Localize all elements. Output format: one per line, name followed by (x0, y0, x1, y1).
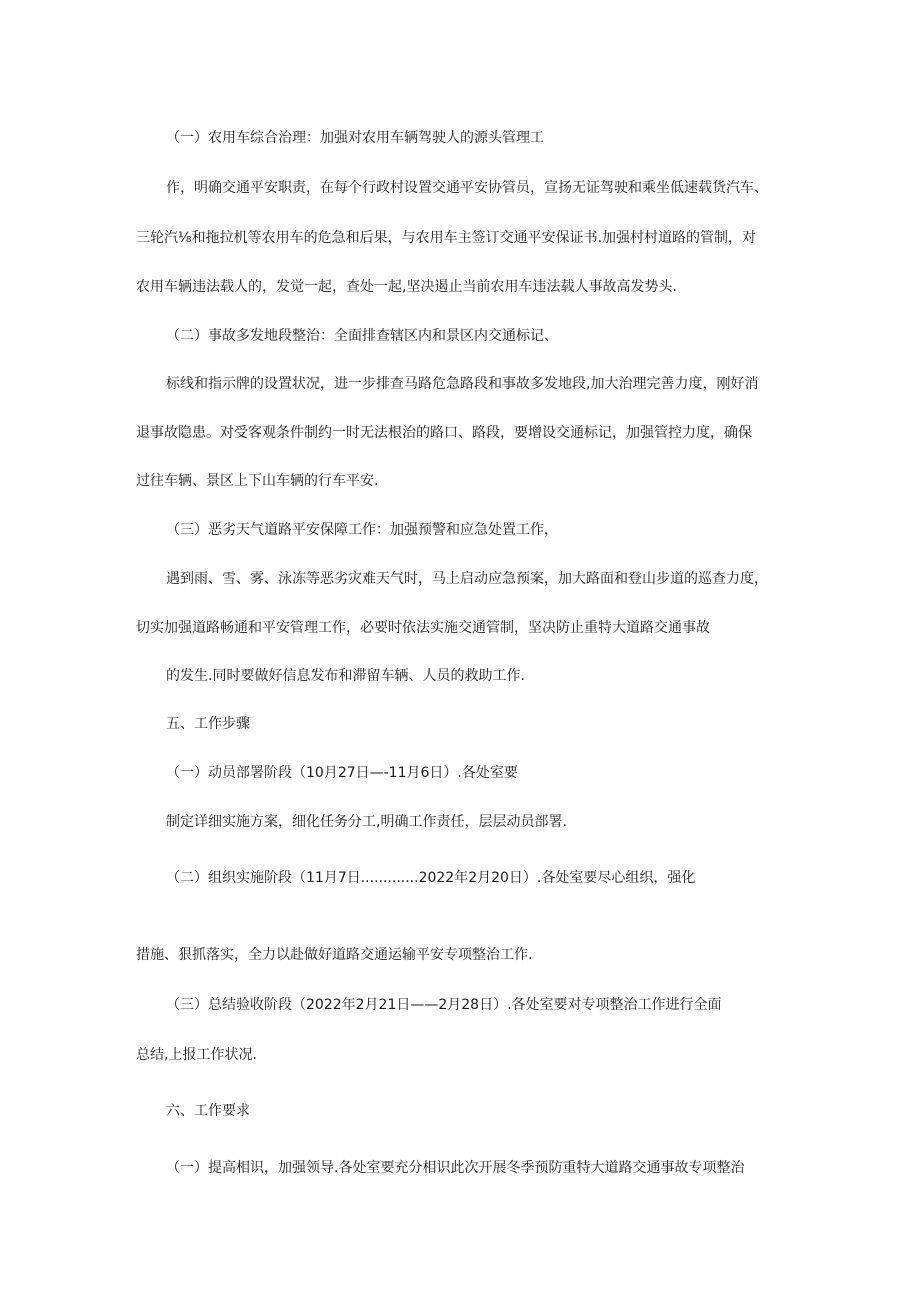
paragraph-line: 总结,上报工作状况. (136, 1047, 257, 1063)
paragraph-line: 的发生.同时要做好信息发布和滞留车辆、人员的救助工作. (166, 668, 525, 684)
paragraph-line: 作，明确交通平安职责，在每个行政村设置交通平安协管员，宣扬无证驾驶和乘坐低速载货汽车、 (166, 180, 768, 196)
paragraph-line: 切实加强道路畅通和平安管理工作，必要时依法实施交通管制，坚决防止重特大道路交通事故 (136, 620, 710, 636)
paragraph-heading-agricultural-vehicles: （一）农用车综合治理：加强对农用车辆驾驶人的源头管理工 (166, 130, 544, 146)
paragraph-heading-implementation: （二）组织实施阶段（11月7日.............2022年2月20日）.各处室要尽心组织，强化 (166, 870, 696, 886)
paragraph-line: 过往车辆、景区上下山车辆的行车平安. (136, 473, 379, 489)
paragraph-line: 标线和指示牌的设置状况，进一步排查马路危急路段和事故多发地段,加大治理完善力度，刚好消 (166, 376, 759, 392)
paragraph-line: 措施、狠抓落实，全力以赴做好道路交通运输平安专项整治工作. (136, 947, 533, 963)
paragraph-heading-accident-sections: （二）事故多发地段整治：全面排查辖区内和景区内交通标记、 (166, 328, 558, 344)
paragraph-heading-mobilization: （一）动员部署阶段（10月27日—-11月6日）.各处室要 (166, 765, 518, 781)
paragraph-heading-summary: （三）总结验收阶段（2022年2月21日——2月28日）.各处室要对专项整治工作进行全面 (166, 997, 722, 1013)
paragraph-heading-severe-weather: （三）恶劣天气道路平安保障工作：加强预警和应急处置工作， (166, 522, 558, 538)
paragraph-line: 农用车辆违法载人的，发觉一起，查处一起,坚决遏止当前农用车违法载人事故高发势头. (136, 279, 677, 295)
paragraph-line: 退事故隐患。对受客观条件制约一时无法根治的路口、路段，要增设交通标记，加强管控力度，确保 (136, 425, 752, 441)
paragraph-line: 制定详细实施方案，细化任务分工,明确工作责任，层层动员部署. (166, 814, 567, 830)
paragraph-line: 遇到雨、雪、雾、泳冻等恶劣灾难天气时，马上启动应急预案，加大路面和登山步道的巡查力度， (166, 571, 768, 587)
section-heading-work-requirements: 六、工作要求 (166, 1103, 250, 1119)
paragraph-line: 三轮汽⅛和拖拉机等农用车的危急和后果，与农用车主签订交通平安保证书.加强村村道路的管制，对 (136, 230, 757, 246)
paragraph-heading-raise-awareness: （一）提高相识，加强领导.各处室要充分相识此次开展冬季预防重特大道路交通事故专项整治 (166, 1160, 745, 1176)
section-heading-work-steps: 五、工作步骤 (166, 716, 250, 732)
